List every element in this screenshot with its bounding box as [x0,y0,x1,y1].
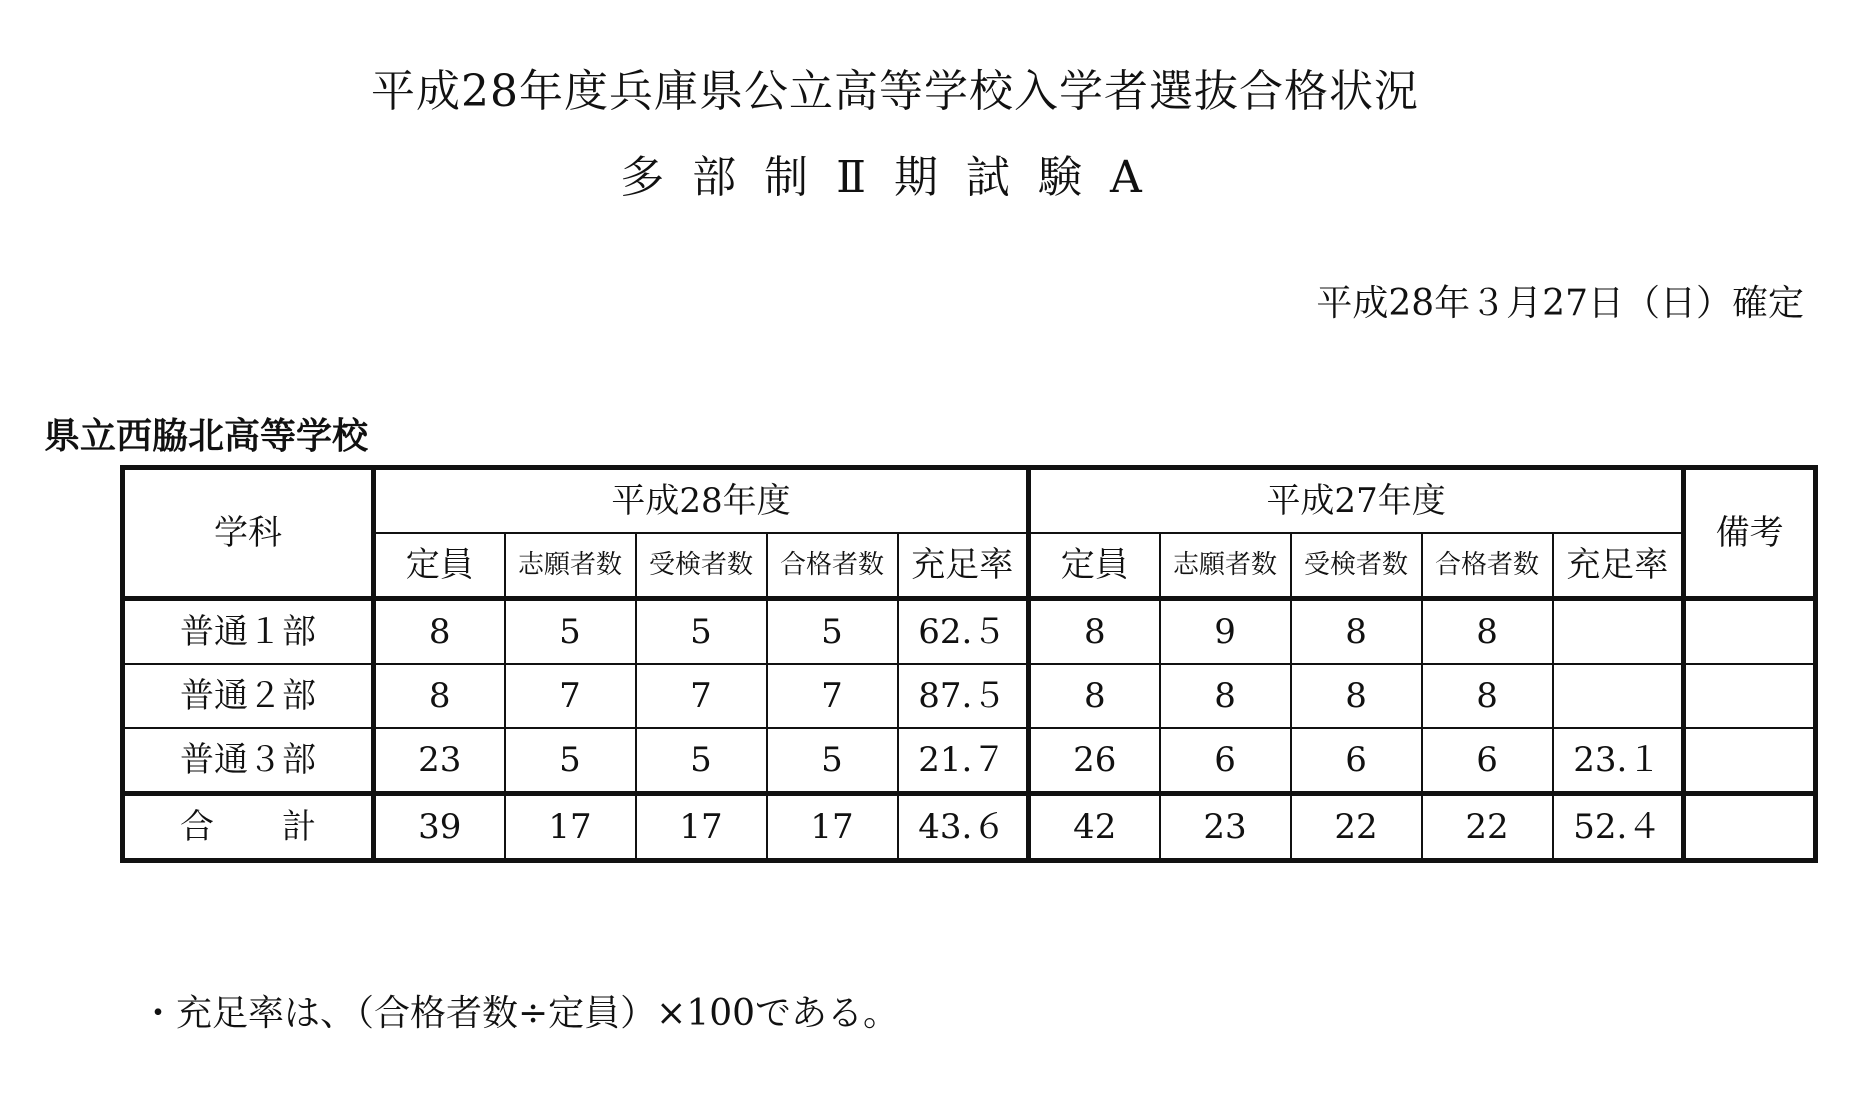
cell-value: 8 [1029,599,1160,665]
remarks-header: 備考 [1684,468,1816,599]
cell-value: 5 [767,599,898,665]
footnote: ・充足率は、（合格者数÷定員）×100である。 [140,993,900,1034]
cell-value: 87.５ [898,664,1029,728]
year-previous-header: 平成27年度 [1029,468,1684,534]
cell-value: 5 [636,728,767,794]
cell-value: 8 [374,599,505,665]
cell-value: 26 [1029,728,1160,794]
cell-value: 7 [505,664,636,728]
cell-value: 5 [767,728,898,794]
admission-results-table [120,465,1818,863]
year-current-header: 平成28年度 [374,468,1029,534]
cell-remarks [1684,599,1816,665]
row-subject: 普通１部 [123,599,374,665]
table-row [123,664,1816,728]
cell-value: 21.７ [898,728,1029,794]
cell-value: 22 [1422,794,1553,861]
cell-value: 17 [767,794,898,861]
cell-value: 62.５ [898,599,1029,665]
cell-value: 8 [1422,664,1553,728]
cell-value: 23 [1160,794,1291,861]
school-name: 県立西脇北高等学校 [44,416,369,457]
cell-value: 22 [1291,794,1422,861]
cell-value [1553,599,1684,665]
cell-value: 7 [636,664,767,728]
table-row [123,728,1816,794]
cell-value: 8 [1422,599,1553,665]
cell-value [1553,664,1684,728]
cell-remarks [1684,794,1816,861]
row-subject: 合 計 [123,794,374,861]
cell-remarks [1684,664,1816,728]
cell-value: 23.１ [1553,728,1684,794]
cell-value: 8 [1291,664,1422,728]
subject-header: 学科 [123,468,374,599]
row-subject: 普通３部 [123,728,374,794]
cell-value: 42 [1029,794,1160,861]
col-header-passers: 合格者数 [1422,533,1553,599]
page-title: 平成28年度兵庫県公立高等学校入学者選抜合格状況 [371,66,1419,117]
col-header-fill-rate: 充足率 [898,533,1029,599]
cell-value: 43.６ [898,794,1029,861]
cell-value: 8 [1160,664,1291,728]
cell-value: 6 [1160,728,1291,794]
cell-value: 9 [1160,599,1291,665]
cell-value: 8 [1291,599,1422,665]
col-header-applicants: 志願者数 [505,533,636,599]
cell-value: 8 [1029,664,1160,728]
cell-remarks [1684,728,1816,794]
cell-value: 6 [1291,728,1422,794]
row-subject: 普通２部 [123,664,374,728]
cell-value: 5 [505,728,636,794]
col-header-examinees: 受検者数 [1291,533,1422,599]
cell-value: 39 [374,794,505,861]
confirmed-date: 平成28年３月27日（日）確定 [1316,283,1804,324]
col-header-applicants: 志願者数 [1160,533,1291,599]
page-subtitle: 多部制Ⅱ期試験A [620,152,1170,203]
cell-value: 17 [505,794,636,861]
table-row [123,599,1816,665]
table-row-total [123,794,1816,861]
col-header-examinees: 受検者数 [636,533,767,599]
cell-value: 23 [374,728,505,794]
col-header-fill-rate: 充足率 [1553,533,1684,599]
cell-value: 5 [636,599,767,665]
cell-value: 6 [1422,728,1553,794]
cell-value: 7 [767,664,898,728]
cell-value: 17 [636,794,767,861]
cell-value: 5 [505,599,636,665]
col-header-capacity: 定員 [1029,533,1160,599]
cell-value: 52.４ [1553,794,1684,861]
col-header-passers: 合格者数 [767,533,898,599]
col-header-capacity: 定員 [374,533,505,599]
cell-value: 8 [374,664,505,728]
